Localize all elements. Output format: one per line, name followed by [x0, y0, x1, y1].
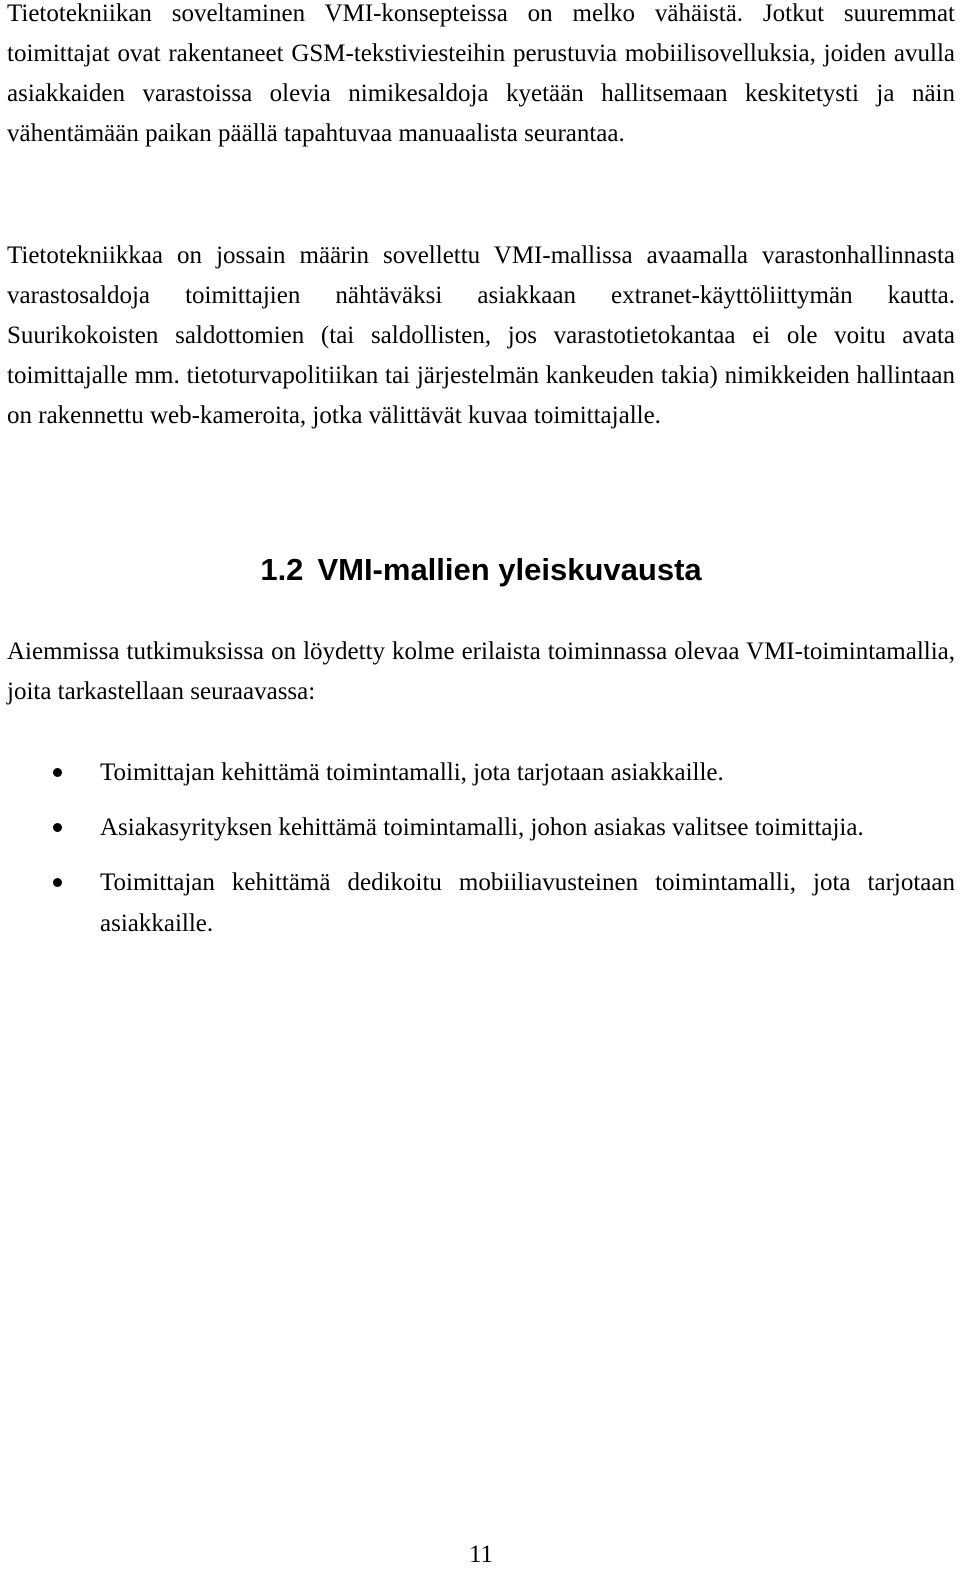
list-item [7, 752, 955, 793]
section-heading [7, 548, 955, 592]
list-item-text: Asiakasyrityksen kehittämä toimintamalli, johon asiakas valitsee toimittajia. [100, 814, 864, 841]
body-paragraph-ict-application: Tietotekniikan soveltaminen VMI-konsepteissa on melko vähäistä. Jotkut suuremmat toimittajat ovat rakentaneet GSM-tekstiviesteihin perustuvia mobiilisovelluksia, joiden avulla asiakkaiden varastoissa olevia nimikesaldoja kyetään hallitsemaan keskitetysti ja näin vähentämään paikan päällä tapahtuvaa manuaalista seurantaa. [7, 0, 955, 147]
list-item-text: Toimittajan kehittämä dedikoitu mobiiliavusteinen toimintamalli, jota tarjotaan asiakkaille. [100, 869, 955, 937]
vmi-model-list [7, 752, 955, 958]
list-item-text: Toimittajan kehittämä toimintamalli, jota tarjotaan asiakkaille. [100, 759, 724, 786]
section-number: 1.2 [260, 552, 304, 587]
page-number: 11 [468, 1541, 494, 1568]
bullet-icon [53, 878, 62, 887]
list-item [7, 807, 955, 848]
body-paragraph-vmi-models-intro: Aiemmissa tutkimuksissa on löydetty kolme erilaista toiminnassa olevaa VMI-toimintamallia, joita tarkastellaan seuraavassa: [7, 638, 955, 705]
bullet-icon [53, 823, 62, 832]
body-paragraph-ict-in-vmi: Tietotekniikkaa on jossain määrin sovellettu VMI-mallissa avaamalla varastonhallinnasta varastosaldoja toimittajien nähtäväksi asiakkaan extranet-käyttöliittymän kautta. Suurikokoisten saldottomien (tai saldollisten, jos varastotietokantaa ei ole voitu avata toimittajalle mm. tietoturvapolitiikan tai järjestelmän kankeuden takia) nimikkeiden hallintaan on rakennettu web-kameroita, jotka välittävät kuvaa toimittajalle. [7, 242, 955, 429]
bullet-icon [53, 768, 62, 777]
section-title: VMI-mallien yleiskuvausta [317, 552, 702, 587]
list-item [7, 862, 955, 944]
